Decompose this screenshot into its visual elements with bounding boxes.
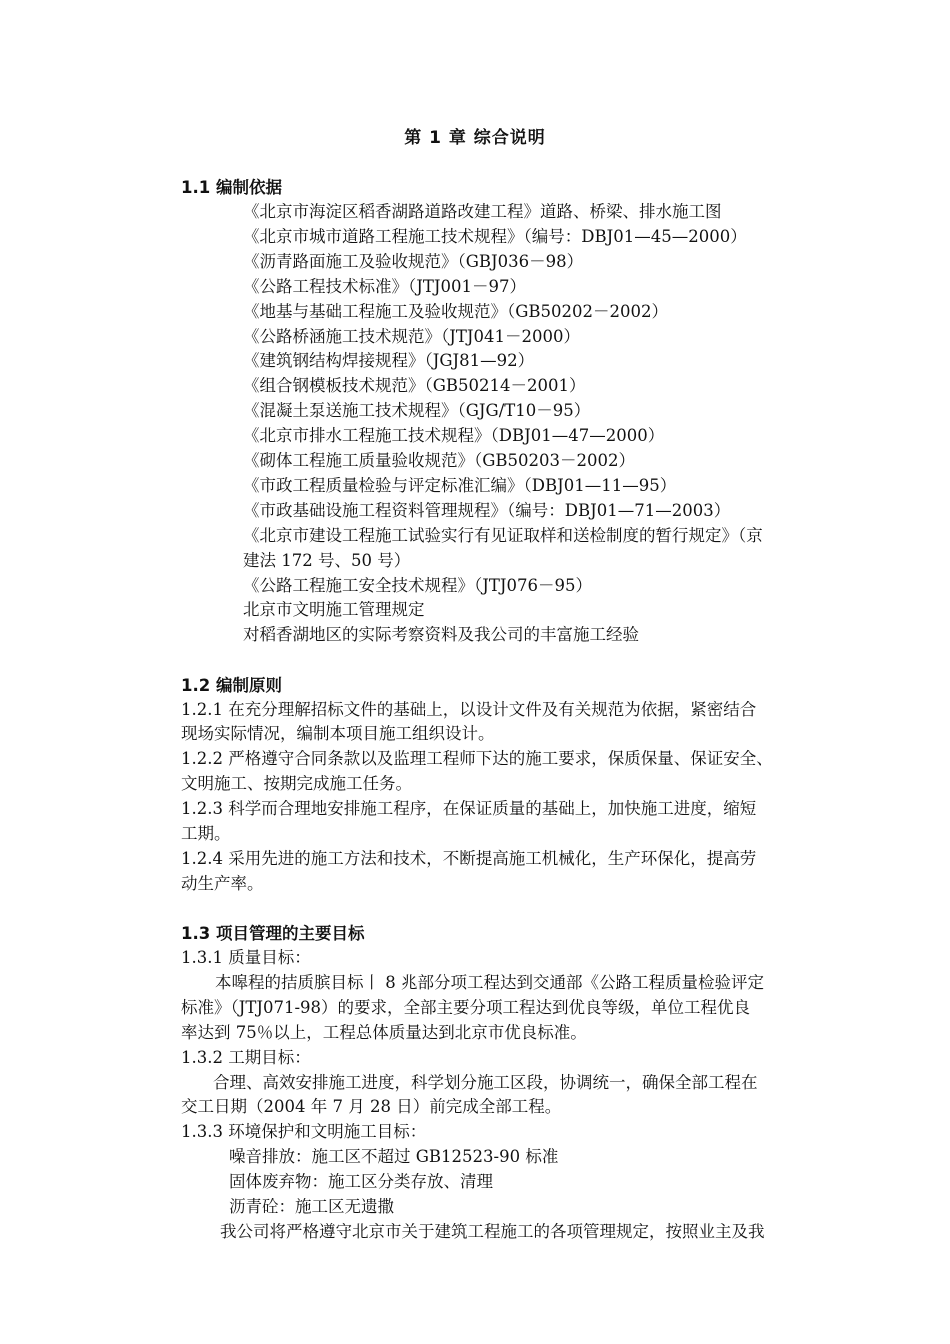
- basis-line: 《砌体工程施工质量验收规范》（GB50203－2002）: [243, 451, 636, 470]
- basis-line: 《北京市建设工程施工试验实行有见证取样和送检制度的暂行规定》（京: [243, 526, 763, 545]
- basis-line: 《组合钢模板技术规范》（GB50214－2001）: [243, 376, 586, 395]
- target-line: 交工日期（2004 年 7 月 28 日）前完成全部工程。: [181, 1097, 562, 1116]
- target-line: 1.3.3 环境保护和文明施工目标：: [181, 1122, 427, 1141]
- target-line: 本嗥程的拮质膑目标丨 8 兆部分项工程达到交通部《公路工程质量检验评定: [215, 973, 764, 992]
- basis-line: 《北京市海淀区稻香湖路道路改建工程》道路、桥梁、排水施工图: [243, 202, 722, 221]
- section-heading-1-3: 1.3 项目管理的主要目标: [181, 924, 365, 943]
- basis-line: 建法 172 号、50 号）: [243, 551, 411, 570]
- basis-line: 对稻香湖地区的实际考察资料及我公司的丰富施工经验: [243, 625, 639, 644]
- basis-line: 《地基与基础工程施工及验收规范》（GB50202－2002）: [243, 302, 669, 321]
- basis-line: 《建筑钢结构焊接规程》（JGJ81—92）: [243, 351, 535, 370]
- principle-line: 动生产率。: [181, 874, 264, 893]
- basis-line: 《市政基础设施工程资料管理规程》（编号：DBJ01—71—2003）: [243, 501, 731, 520]
- target-line: 我公司将严格遵守北京市关于建筑工程施工的各项管理规定，按照业主及我: [220, 1222, 765, 1241]
- basis-line: 北京市文明施工管理规定: [243, 600, 425, 619]
- basis-line: 《市政工程质量检验与评定标准汇编》（DBJ01—11—95）: [243, 476, 677, 495]
- basis-line: 《沥青路面施工及验收规范》（GBJ036－98）: [243, 252, 584, 271]
- principle-line: 1.2.3 科学而合理地安排施工程序，在保证质量的基础上，加快施工进度，缩短: [181, 799, 757, 818]
- target-line: 率达到 75％以上，工程总体质量达到北京市优良标准。: [181, 1023, 587, 1042]
- basis-line: 《公路桥涵施工技术规范》（JTJ041－2000）: [243, 327, 580, 346]
- principle-line: 现场实际情况，编制本项目施工组织设计。: [181, 724, 495, 743]
- basis-line: 《混凝土泵送施工技术规程》（GJG/T10－95）: [243, 401, 591, 420]
- basis-line: 《北京市城市道路工程施工技术规程》（编号：DBJ01—45—2000）: [243, 227, 747, 246]
- target-line: 噪音排放：施工区不超过 GB12523-90 标准: [229, 1147, 559, 1166]
- chapter-title: 第 1 章 综合说明: [404, 128, 546, 148]
- target-line: 标准》（JTJ071-98）的要求，全部主要分项工程达到优良等级，单位工程优良: [181, 998, 751, 1017]
- target-line: 固体废弃物：施工区分类存放、清理: [229, 1172, 493, 1191]
- section-heading-1-2: 1.2 编制原则: [181, 676, 282, 695]
- principle-line: 工期。: [181, 824, 231, 843]
- basis-line: 《公路工程施工安全技术规程》（JTJ076－95）: [243, 576, 592, 595]
- target-line: 1.3.2 工期目标：: [181, 1048, 311, 1067]
- principle-line: 1.2.4 采用先进的施工方法和技术，不断提高施工机械化，生产环保化，提高劳: [181, 849, 757, 868]
- target-line: 沥青砼：施工区无遗撒: [229, 1197, 394, 1216]
- principle-line: 文明施工、按期完成施工任务。: [181, 774, 412, 793]
- principle-line: 1.2.1 在充分理解招标文件的基础上，以设计文件及有关规范为依据，紧密结合: [181, 700, 757, 719]
- target-line: 1.3.1 质量目标：: [181, 948, 311, 967]
- basis-line: 《公路工程技术标准》（JTJ001－97）: [243, 277, 526, 296]
- principle-line: 1.2.2 严格遵守合同条款以及监理工程师下达的施工要求，保质保量、保证安全、: [181, 749, 773, 768]
- section-heading-1-1: 1.1 编制依据: [181, 178, 282, 197]
- target-line: 合理、高效安排施工进度，科学划分施工区段，协调统一，确保全部工程在: [213, 1073, 758, 1092]
- basis-line: 《北京市排水工程施工技术规程》（DBJ01—47—2000）: [243, 426, 665, 445]
